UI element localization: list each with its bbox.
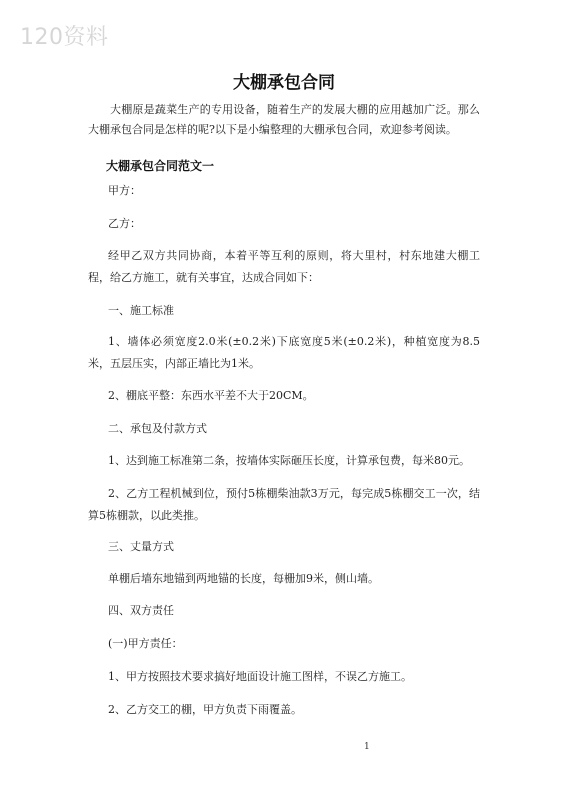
paragraph-wall-width: 1、墙体必须宽度2.0米(±0.2米)下底宽度5米(±0.2米)，种植宽度为8.5米，五层压实，内部正墙比为1米。 (88, 335, 480, 370)
heading-measurement-method: 三、丈量方式 (108, 540, 174, 553)
paragraph-design-drawing: 1、甲方按照技术要求搞好地面设计施工图样，不误乙方施工。 (108, 670, 412, 683)
heading-party-a-responsibility: (一)甲方责任： (108, 637, 183, 650)
heading-payment-method: 二、承包及付款方式 (108, 422, 207, 435)
paragraph-party-b: 乙方： (108, 217, 141, 230)
paragraph-advance-payment: 2、乙方工程机械到位，预付5栋棚柴油款3万元，每完成5栋棚交工一次，结算5栋棚款，以此类推。 (88, 487, 480, 522)
intro-paragraph: 大棚原是蔬菜生产的专用设备，随着生产的发展大棚的应用越加广泛。那么大棚承包合同是怎样的呢?以下是小编整理的大棚承包合同，欢迎参考阅读。 (88, 103, 480, 136)
page-number: 1 (364, 742, 370, 752)
heading-responsibilities: 四、双方责任 (108, 604, 174, 617)
section-title: 大棚承包合同范文一 (106, 159, 215, 173)
paragraph-agreement: 经甲乙双方共同协商，本着平等互利的原则，将大里村，村东地建大棚工程，给乙方施工，就有关事宜，达成合同如下： (88, 249, 480, 284)
paragraph-rain-cover: 2、乙方交工的棚，甲方负责下雨覆盖。 (108, 703, 302, 716)
paragraph-floor-level: 2、棚底平整：东西水平差不大于20CM。 (108, 389, 314, 402)
watermark-logo: 120资料 (20, 25, 109, 50)
paragraph-party-a: 甲方： (108, 184, 141, 197)
paragraph-measurement: 单棚后墙东地锚到两地锚的长度，每栅加9米，侧山墙。 (108, 572, 379, 585)
paragraph-payment-rate: 1、达到施工标准第二条，按墙体实际砸压长度，计算承包费，每米80元。 (108, 454, 470, 467)
heading-construction-standard: 一、施工标准 (108, 304, 174, 317)
document-title: 大棚承包合同 (233, 73, 335, 93)
